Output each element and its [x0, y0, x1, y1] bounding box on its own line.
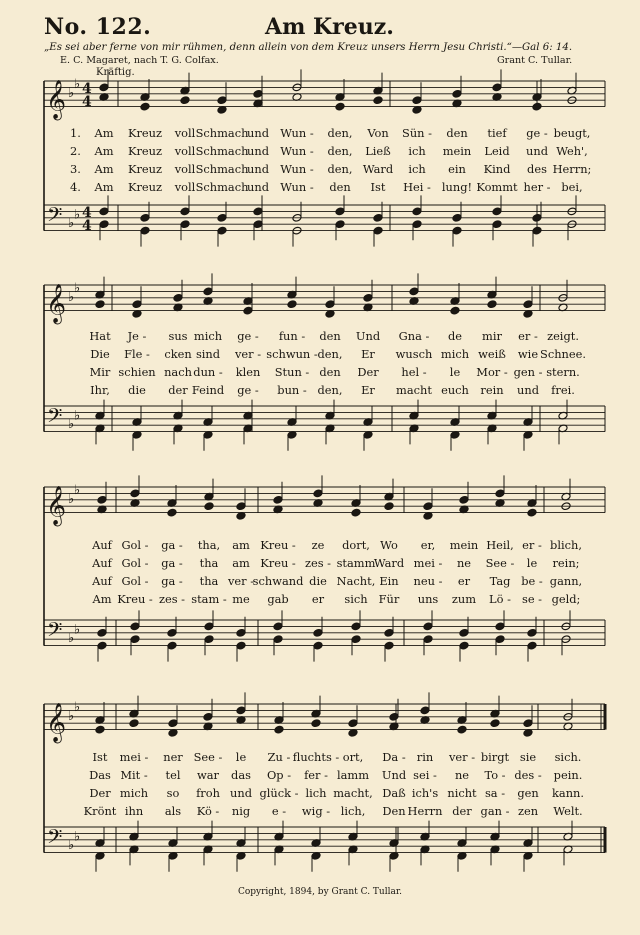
lyric-syllable: Wo	[380, 538, 398, 552]
music-credit: Grant C. Tullar.	[497, 55, 573, 66]
lyric-syllable: nicht	[447, 786, 477, 800]
lyric-syllable: Herrn;	[552, 162, 592, 176]
bass-clef: 𝄢	[47, 403, 63, 432]
lyric-syllable: zum	[451, 592, 477, 606]
alto-note	[527, 508, 537, 517]
lyric-syllable: nig	[231, 804, 251, 818]
lyric-syllable: le	[235, 750, 247, 764]
flat-key-signature: ♭	[74, 77, 81, 93]
lyric-syllable: hel -	[401, 365, 427, 379]
flat-key-signature: ♭	[68, 631, 75, 647]
lyric-syllable: Schmach	[195, 126, 249, 140]
lyric-syllable: Feind	[191, 383, 225, 397]
lyric-syllable: frei.	[551, 383, 575, 397]
lyric-syllable: mei -	[119, 750, 149, 764]
lyric-syllable: wie	[517, 347, 539, 361]
lyric-syllable: ich	[408, 162, 426, 176]
lyric-syllable: Op -	[266, 768, 292, 782]
flat-key-signature: ♭	[68, 417, 75, 433]
lyric-syllable: am	[232, 538, 250, 552]
lyric-syllable: Die	[90, 347, 110, 361]
lyric-syllable: be -	[521, 574, 543, 588]
lyric-syllable: und	[517, 383, 539, 397]
lyric-syllable: Hei -	[403, 180, 431, 194]
lyric-syllable: zen	[517, 804, 539, 818]
verse-number: 4.	[70, 180, 81, 194]
lyric-syllable: her -	[523, 180, 551, 194]
lyric-syllable: zes -	[158, 592, 186, 606]
flat-key-signature: ♭	[68, 289, 75, 305]
lyric-syllable: gab	[267, 592, 289, 606]
lyric-syllable: voll	[174, 162, 196, 176]
lyric-syllable: Fle -	[124, 347, 150, 361]
lyric-syllable: Krönt	[83, 804, 117, 818]
lyric-syllable: Auf	[92, 556, 112, 570]
bass-clef: 𝄢	[47, 824, 63, 853]
lyric-syllable: lamm	[336, 768, 370, 782]
lyric-syllable: weiß	[478, 347, 506, 361]
lyric-syllable: geld;	[551, 592, 581, 606]
lyric-syllable: ner	[163, 750, 183, 764]
lyric-syllable: Da -	[382, 750, 406, 764]
lyric-syllable: sich	[344, 592, 368, 606]
lyric-syllable: euch	[441, 383, 469, 397]
lyric-syllable: Kreuz	[127, 180, 163, 194]
flat-key-signature: ♭	[74, 281, 81, 297]
lyric-syllable: des	[527, 162, 547, 176]
lyric-syllable: Auf	[92, 574, 112, 588]
lyric-syllable: ihn	[124, 804, 144, 818]
lyric-syllable: Gol -	[121, 538, 149, 552]
lyric-syllable: mein	[449, 538, 479, 552]
bass-clef: 𝄢	[47, 202, 63, 231]
lyric-syllable: den	[446, 126, 468, 140]
lyric-syllable: Gna -	[398, 329, 430, 343]
lyric-syllable: gen -	[513, 365, 543, 379]
lyric-syllable: und	[247, 180, 269, 194]
lyric-syllable: Sün -	[402, 126, 432, 140]
lyric-syllable: ver -	[448, 750, 476, 764]
lyric-syllable: dort,	[342, 538, 370, 552]
lyric-syllable: le	[526, 556, 538, 570]
lyric-syllable: den,	[327, 144, 353, 158]
treble-clef: 𝄞	[46, 283, 67, 324]
alto-note	[335, 102, 345, 111]
lyric-syllable: To -	[484, 768, 506, 782]
lyric-syllable: fun -	[278, 329, 306, 343]
lyric-syllable: wusch	[395, 347, 433, 361]
lyric-syllable: gann,	[549, 574, 583, 588]
lyric-syllable: Ist	[92, 750, 108, 764]
alto-note	[490, 719, 500, 728]
lyric-syllable: cken	[164, 347, 192, 361]
flat-key-signature: ♭	[68, 85, 75, 101]
hymn-number: No. 122.	[44, 14, 152, 40]
lyric-syllable: me	[232, 592, 250, 606]
lyric-syllable: rin	[416, 750, 434, 764]
lyric-syllable: sich.	[554, 750, 582, 764]
alto-note	[274, 725, 284, 734]
lyric-syllable: Wun -	[280, 126, 314, 140]
lyric-syllable: Mir	[89, 365, 111, 379]
lyric-syllable: se -	[521, 592, 543, 606]
lyric-syllable: le	[449, 365, 461, 379]
lyric-syllable: de	[447, 329, 463, 343]
lyric-syllable: er	[311, 592, 325, 606]
alto-note	[167, 508, 177, 517]
lyric-syllable: Wun -	[280, 180, 314, 194]
lyric-syllable: und	[247, 144, 269, 158]
alto-note	[457, 725, 467, 734]
lyric-syllable: sei -	[413, 768, 437, 782]
lyric-syllable: Ward	[373, 556, 405, 570]
lyric-syllable: lich,	[340, 804, 366, 818]
flat-key-signature: ♭	[74, 829, 81, 845]
lyric-syllable: Das	[89, 768, 111, 782]
lyric-syllable: tief	[487, 126, 507, 140]
lyric-syllable: sie	[519, 750, 537, 764]
lyric-syllable: Ward	[362, 162, 394, 176]
lyric-syllable: Der	[357, 365, 379, 379]
lyric-syllable: voll	[174, 180, 196, 194]
lyric-syllable: gen	[517, 786, 539, 800]
treble-clef: 𝄞	[46, 485, 67, 526]
lyric-syllable: Von	[367, 126, 389, 140]
lyric-syllable: Und	[381, 768, 407, 782]
lyric-syllable: ze	[311, 538, 325, 552]
lyric-syllable: voll	[174, 144, 196, 158]
alto-note	[140, 102, 150, 111]
lyric-syllable: Daß	[382, 786, 406, 800]
lyric-syllable: uns	[417, 592, 439, 606]
lyric-syllable: Schnee.	[540, 347, 586, 361]
lyric-syllable: Er	[361, 383, 375, 397]
lyric-syllable: voll	[174, 126, 196, 140]
lyric-syllable: beugt,	[553, 126, 591, 140]
lyric-syllable: fluchts -	[292, 750, 340, 764]
treble-clef: 𝄞	[46, 79, 67, 120]
lyric-syllable: Schmach	[195, 144, 249, 158]
lyric-syllable: Für	[378, 592, 400, 606]
alto-note	[487, 300, 497, 309]
verse-number: 2.	[70, 144, 81, 158]
text-credit: E. C. Magaret, nach T. G. Colfax.	[60, 55, 219, 66]
lyric-syllable: stam -	[191, 592, 227, 606]
lyric-syllable: bun -	[277, 383, 307, 397]
alto-note	[180, 96, 190, 105]
lyric-syllable: Am	[94, 144, 114, 158]
lyric-syllable: fer -	[304, 768, 328, 782]
lyric-syllable: Ist	[370, 180, 386, 194]
verse-number: 1.	[70, 126, 81, 140]
lyric-syllable: mich	[440, 347, 470, 361]
lyric-syllable: den,	[317, 347, 343, 361]
lyric-syllable: Und	[355, 329, 381, 343]
lyric-syllable: froh	[196, 786, 220, 800]
lyric-syllable: als	[164, 804, 182, 818]
lyric-syllable: Gol -	[121, 556, 149, 570]
lyric-syllable: Zu -	[267, 750, 291, 764]
lyric-syllable: See -	[193, 750, 223, 764]
lyric-syllable: Auf	[92, 538, 112, 552]
alto-note	[384, 502, 394, 511]
lyric-syllable: lung!	[441, 180, 473, 194]
lyric-syllable: rein;	[552, 556, 580, 570]
alto-note	[373, 96, 383, 105]
lyric-syllable: ver -	[234, 347, 262, 361]
lyric-syllable: e -	[271, 804, 287, 818]
lyric-syllable: Kommt	[476, 180, 518, 194]
flat-key-signature: ♭	[74, 622, 81, 638]
lyric-syllable: zes -	[304, 556, 332, 570]
lyric-syllable: Wun -	[280, 162, 314, 176]
lyric-syllable: Am	[94, 126, 114, 140]
lyric-syllable: mir	[482, 329, 502, 343]
lyric-syllable: kann.	[552, 786, 584, 800]
lyric-syllable: Am	[92, 592, 112, 606]
lyric-syllable: macht	[396, 383, 432, 397]
lyric-syllable: den	[329, 180, 351, 194]
lyric-syllable: Leid	[484, 144, 510, 158]
lyric-syllable: am	[232, 556, 250, 570]
tempo-marking: Kräftig.	[96, 67, 135, 78]
lyric-syllable: Am	[94, 162, 114, 176]
lyric-syllable: Mit -	[120, 768, 148, 782]
lyric-syllable: lich	[305, 786, 327, 800]
lyric-syllable: klen	[235, 365, 261, 379]
lyric-syllable: Kreuz	[127, 162, 163, 176]
lyric-syllable: und	[247, 162, 269, 176]
lyric-syllable: dun -	[193, 365, 223, 379]
lyric-syllable: Kreuz	[127, 144, 163, 158]
lyric-syllable: Mor -	[476, 365, 508, 379]
lyric-syllable: den	[319, 365, 341, 379]
lyric-syllable: ge -	[237, 383, 259, 397]
lyric-syllable: Tag	[489, 574, 511, 588]
lyric-syllable: macht,	[333, 786, 373, 800]
alto-note	[311, 719, 321, 728]
lyric-syllable: war	[197, 768, 219, 782]
scripture-quote: „Es sei aber ferne von mir rühmen, denn allein von dem Kreuz unsers Herrn Jesu Christi.“—Gal 6: 14.	[44, 42, 573, 53]
lyric-syllable: er,	[420, 538, 436, 552]
flat-key-signature: ♭	[74, 207, 81, 223]
alto-note	[95, 725, 105, 734]
lyric-syllable: und	[230, 786, 252, 800]
lyric-syllable: ga -	[161, 574, 183, 588]
flat-key-signature: ♭	[68, 491, 75, 507]
lyric-syllable: blich,	[550, 538, 582, 552]
lyric-syllable: Schmach	[195, 180, 249, 194]
lyric-syllable: ge -	[526, 126, 548, 140]
lyric-syllable: Schmach	[195, 162, 249, 176]
lyric-syllable: Er	[361, 347, 375, 361]
lyric-syllable: den	[319, 329, 341, 343]
lyric-syllable: mich	[193, 329, 223, 343]
flat-key-signature: ♭	[68, 708, 75, 724]
lyric-syllable: Lö -	[489, 592, 511, 606]
lyric-syllable: zeigt.	[547, 329, 579, 343]
lyric-syllable: der	[168, 383, 188, 397]
lyric-syllable: Kreuz	[127, 126, 163, 140]
lyric-syllable: stamm	[336, 556, 376, 570]
alto-note	[450, 306, 460, 315]
lyric-syllable: er -	[518, 329, 538, 343]
lyric-syllable: mein	[442, 144, 472, 158]
lyric-syllable: und	[526, 144, 548, 158]
lyric-syllable: schien	[118, 365, 156, 379]
lyric-syllable: und	[247, 126, 269, 140]
lyric-syllable: Ließ	[365, 144, 391, 158]
treble-clef: 𝄞	[46, 702, 67, 743]
lyric-syllable: Gol -	[121, 574, 149, 588]
lyric-syllable: sa -	[484, 786, 506, 800]
lyric-syllable: wig -	[301, 804, 331, 818]
alto-note	[95, 300, 105, 309]
lyric-syllable: ich's	[411, 786, 439, 800]
lyric-syllable: nach	[164, 365, 192, 379]
lyric-syllable: ne	[456, 556, 472, 570]
lyric-syllable: neu -	[413, 574, 443, 588]
lyric-syllable: ga -	[161, 538, 183, 552]
lyric-syllable: Ein	[379, 574, 399, 588]
alto-note	[351, 508, 361, 517]
lyric-syllable: pein.	[553, 768, 583, 782]
lyric-syllable: ich	[408, 144, 426, 158]
lyric-syllable: Am	[94, 180, 114, 194]
time-signature: 4	[82, 205, 92, 221]
flat-key-signature: ♭	[74, 483, 81, 499]
lyric-syllable: See -	[485, 556, 515, 570]
lyric-syllable: den,	[327, 126, 353, 140]
bass-clef: 𝄢	[47, 617, 63, 646]
lyric-syllable: er -	[522, 538, 542, 552]
lyric-syllable: den,	[317, 383, 343, 397]
lyric-syllable: Stun -	[274, 365, 310, 379]
lyric-syllable: Kö -	[196, 804, 220, 818]
lyric-syllable: mei -	[413, 556, 443, 570]
alto-note	[532, 102, 542, 111]
flat-key-signature: ♭	[74, 700, 81, 716]
lyric-syllable: sus	[168, 329, 188, 343]
lyric-syllable: Kind	[483, 162, 511, 176]
lyric-syllable: ge -	[237, 329, 259, 343]
lyric-syllable: ein	[448, 162, 466, 176]
lyric-syllable: Den	[382, 804, 406, 818]
lyric-syllable: gan -	[480, 804, 510, 818]
time-signature: 4	[82, 218, 92, 234]
time-signature: 4	[82, 81, 92, 97]
flat-key-signature: ♭	[74, 408, 81, 424]
lyric-syllable: Der	[89, 786, 111, 800]
lyric-syllable: sind	[195, 347, 221, 361]
lyric-syllable: Hat	[89, 329, 111, 343]
lyric-syllable: ga -	[161, 556, 183, 570]
lyric-syllable: schwun -	[266, 347, 318, 361]
lyric-syllable: mich	[119, 786, 149, 800]
alto-note	[129, 719, 139, 728]
lyric-syllable: stern.	[546, 365, 580, 379]
lyric-syllable: ort,	[342, 750, 364, 764]
lyric-syllable: Weh',	[556, 144, 588, 158]
alto-note	[287, 300, 297, 309]
lyric-syllable: Je -	[127, 329, 147, 343]
lyric-syllable: tel	[165, 768, 181, 782]
lyric-syllable: tha	[199, 574, 219, 588]
lyric-syllable: bei,	[561, 180, 583, 194]
lyric-syllable: er	[457, 574, 471, 588]
lyric-syllable: Welt.	[553, 804, 583, 818]
lyric-syllable: schwand	[252, 574, 304, 588]
lyric-syllable: ver -	[227, 574, 255, 588]
lyric-syllable: Kreu -	[117, 592, 153, 606]
lyric-syllable: die	[309, 574, 327, 588]
lyric-syllable: Heil,	[486, 538, 514, 552]
lyric-syllable: Nacht,	[336, 574, 376, 588]
flat-key-signature: ♭	[68, 838, 75, 854]
lyric-syllable: Ihr,	[90, 383, 110, 397]
lyric-syllable: Wun -	[280, 144, 314, 158]
lyric-syllable: das	[231, 768, 251, 782]
lyric-syllable: Kreu -	[260, 556, 296, 570]
lyric-syllable: tha,	[197, 538, 221, 552]
hymn-title: Am Kreuz.	[265, 14, 394, 40]
copyright-notice: Copyright, 1894, by Grant C. Tullar.	[237, 887, 403, 897]
lyric-syllable: glück -	[259, 786, 299, 800]
lyric-syllable: Kreu -	[260, 538, 296, 552]
lyric-syllable: so	[166, 786, 180, 800]
lyric-syllable: die	[128, 383, 146, 397]
lyric-syllable: birgt	[480, 750, 510, 764]
lyric-syllable: tha	[199, 556, 219, 570]
lyric-syllable: Herrn	[407, 804, 443, 818]
lyric-syllable: des -	[514, 768, 542, 782]
lyric-syllable: den,	[327, 162, 353, 176]
lyric-syllable: der	[452, 804, 472, 818]
time-signature: 4	[82, 94, 92, 110]
flat-key-signature: ♭	[68, 216, 75, 232]
verse-number: 3.	[70, 162, 81, 176]
alto-note	[204, 502, 214, 511]
lyric-syllable: ne	[454, 768, 470, 782]
lyric-syllable: rein	[480, 383, 504, 397]
